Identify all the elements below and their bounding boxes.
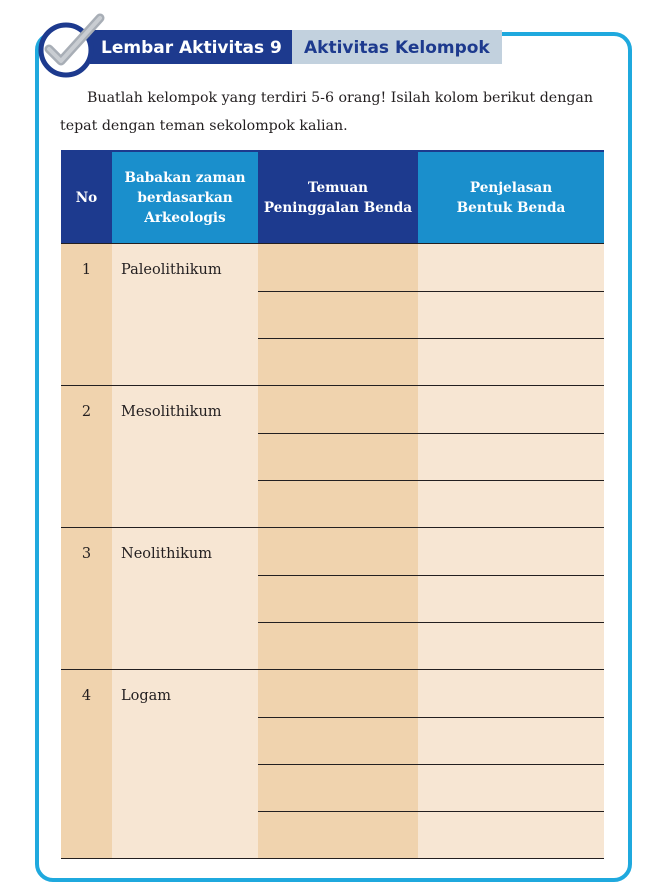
- row-number: 4: [61, 670, 112, 858]
- findings-answer-cell[interactable]: [258, 386, 418, 433]
- checkmark-icon: [30, 8, 110, 80]
- activity-table: [61, 150, 604, 859]
- findings-answer-cell[interactable]: [258, 244, 418, 291]
- table-row: [61, 386, 604, 528]
- header-era-line-2: berdasarkan: [137, 189, 233, 206]
- row-era: Mesolithikum: [112, 386, 258, 527]
- header-explanation-line-1: Penjelasan: [469, 179, 553, 196]
- row-number: 3: [61, 528, 112, 669]
- row-answer-lines: [258, 244, 604, 385]
- instructions-text: Buatlah kelompok yang terdiri 5-6 orang! Isilah kolom berikut dengan tepat dengan teman sekolompok kalian.: [60, 90, 594, 134]
- header-findings: [258, 152, 418, 243]
- explanation-answer-cell[interactable]: [418, 339, 604, 385]
- explanation-answer-cell[interactable]: [418, 718, 604, 764]
- header-findings-line-1: Temuan: [307, 179, 369, 196]
- explanation-answer-cell[interactable]: [418, 528, 604, 575]
- table-header: [61, 150, 604, 243]
- findings-answer-cell[interactable]: [258, 812, 418, 858]
- header-era: [112, 152, 258, 243]
- row-era: Paleolithikum: [112, 244, 258, 385]
- header-era-line-1: Babakan zaman: [124, 169, 246, 186]
- table-row: [61, 528, 604, 670]
- explanation-answer-cell[interactable]: [418, 292, 604, 338]
- header-no-label: No: [75, 189, 98, 206]
- activity-title: Lembar Aktivitas 9: [101, 38, 282, 58]
- row-answer-lines: [258, 670, 604, 858]
- explanation-answer-cell[interactable]: [418, 765, 604, 811]
- row-answer-lines: [258, 528, 604, 669]
- findings-answer-cell[interactable]: [258, 339, 418, 385]
- findings-answer-cell[interactable]: [258, 528, 418, 575]
- header-findings-line-2: Peninggalan Benda: [263, 199, 413, 216]
- explanation-answer-cell[interactable]: [418, 244, 604, 291]
- findings-answer-cell[interactable]: [258, 481, 418, 527]
- findings-answer-cell[interactable]: [258, 576, 418, 622]
- table-row: [61, 244, 604, 386]
- explanation-answer-cell[interactable]: [418, 481, 604, 527]
- row-number: 1: [61, 244, 112, 385]
- table-body: [61, 243, 604, 859]
- explanation-answer-cell[interactable]: [418, 623, 604, 669]
- header-era-line-3: Arkeologis: [144, 209, 226, 226]
- explanation-answer-cell[interactable]: [418, 812, 604, 858]
- explanation-answer-cell[interactable]: [418, 576, 604, 622]
- explanation-answer-cell[interactable]: [418, 434, 604, 480]
- activity-subtitle: Aktivitas Kelompok: [304, 38, 490, 58]
- row-answer-lines: [258, 386, 604, 527]
- findings-answer-cell[interactable]: [258, 434, 418, 480]
- row-era: Neolithikum: [112, 528, 258, 669]
- explanation-answer-cell[interactable]: [418, 670, 604, 717]
- instructions-paragraph: [60, 84, 610, 140]
- table-row: [61, 670, 604, 859]
- header-explanation: [418, 152, 604, 243]
- findings-answer-cell[interactable]: [258, 292, 418, 338]
- row-era: Logam: [112, 670, 258, 858]
- header-no: [61, 152, 112, 243]
- row-number: 2: [61, 386, 112, 527]
- findings-answer-cell[interactable]: [258, 670, 418, 717]
- header-explanation-line-2: Bentuk Benda: [456, 199, 566, 216]
- explanation-answer-cell[interactable]: [418, 386, 604, 433]
- findings-answer-cell[interactable]: [258, 765, 418, 811]
- findings-answer-cell[interactable]: [258, 718, 418, 764]
- findings-answer-cell[interactable]: [258, 623, 418, 669]
